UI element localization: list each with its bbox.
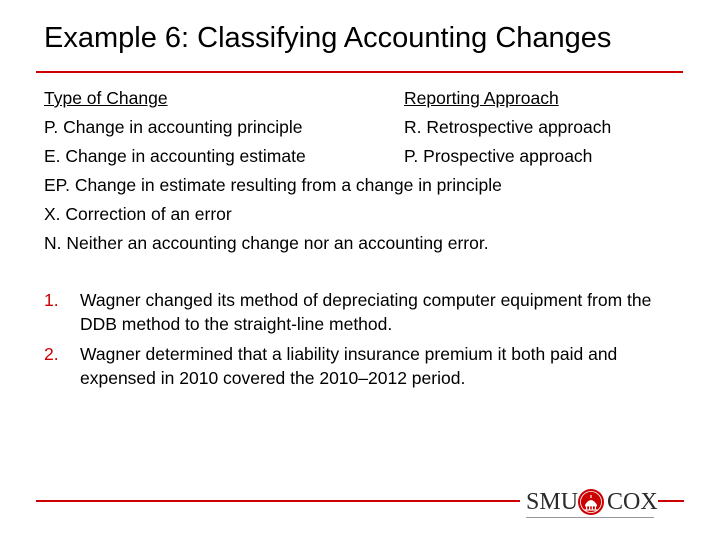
- row-left: E. Change in accounting estimate: [44, 146, 306, 166]
- footer-divider-left: [36, 500, 520, 502]
- header-type-of-change: Type of Change: [44, 88, 168, 108]
- question-number: 2.: [44, 344, 59, 364]
- header-reporting-approach: Reporting Approach: [404, 88, 559, 108]
- logo-smu-text: SMU: [526, 489, 579, 515]
- smu-cox-logo: [522, 484, 656, 522]
- row-left: P. Change in accounting principle: [44, 117, 303, 137]
- logo-underline: [526, 517, 654, 518]
- footer-divider-right: [658, 500, 684, 502]
- row-left: EP. Change in estimate resulting from a change in principle: [44, 175, 502, 195]
- table-row: [44, 231, 489, 255]
- row-left: X. Correction of an error: [44, 204, 232, 224]
- question-text: Wagner changed its method of depreciating computer equipment from the DDB method to the straight-line method.: [80, 290, 652, 334]
- table-row: [44, 115, 612, 139]
- row-left: N. Neither an accounting change nor an accounting error.: [44, 233, 489, 253]
- logo-cox-text: COX: [607, 489, 658, 515]
- table-row: [44, 144, 593, 168]
- slide-title: Example 6: Classifying Accounting Changes: [44, 22, 612, 54]
- table-row: [44, 202, 232, 226]
- dome-seal-icon: [577, 488, 605, 516]
- table-row: [44, 173, 502, 197]
- row-right: R. Retrospective approach: [404, 117, 612, 137]
- table-header: [44, 86, 559, 110]
- title-divider: [36, 71, 683, 73]
- question-number: 1.: [44, 290, 59, 310]
- row-right: P. Prospective approach: [404, 146, 593, 166]
- question-text: Wagner determined that a liability insurance premium it both paid and expensed in 2010 covered the 2010–2012 period.: [80, 344, 618, 388]
